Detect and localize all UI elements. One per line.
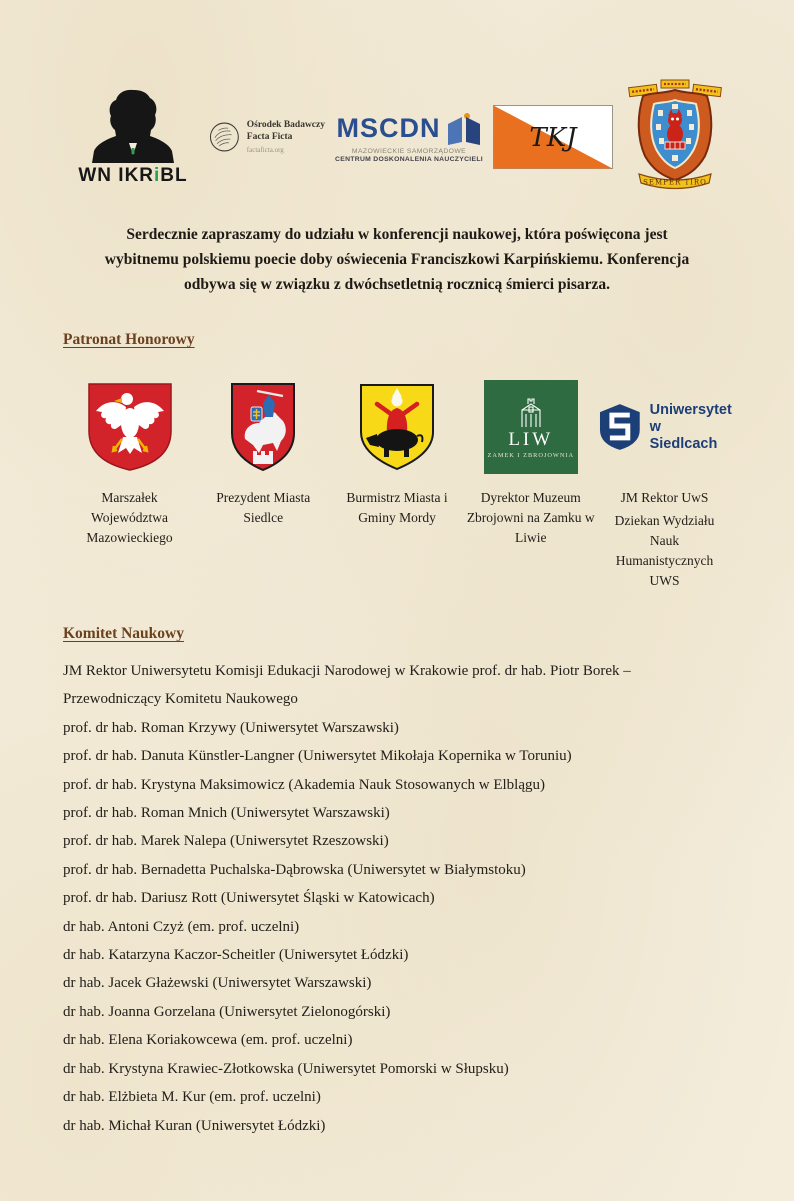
- semper-tiro-motto: SEMPER TIRO: [643, 178, 707, 187]
- committee-member: dr hab. Jacek Głażewski (Uniwersytet Warszawski): [63, 975, 372, 992]
- committee-member: dr hab. Krystyna Krawiec-Złotkowska (Uniwersytet Pomorski w Słupsku): [63, 1060, 509, 1077]
- mazowsze-crest-icon: [86, 381, 174, 473]
- facta-ficta-url: factaficta.org: [246, 146, 284, 154]
- heading-komitet-naukowy: Komitet Naukowy: [63, 625, 184, 642]
- wn-mark-part1: WN IKR: [78, 165, 155, 186]
- wn-ikribl-wordmark: [78, 165, 187, 187]
- patron-crests-row: [63, 380, 731, 591]
- wn-mark-part2: BL: [160, 165, 188, 186]
- invitation-paragraph: Serdecznie zapraszamy do udziału w konferencji naukowej, która poświęcona jest wybitnemu polskiemu poecie doby oświecenia Franciszkowi Karpińskiemu. Konferencja odbywa się w związku z dwóchsetletnią rocznicą śmierci pisarza.: [104, 226, 690, 293]
- patron-mazowsze: [63, 380, 196, 591]
- patron-caption-line: Burmistrz Miasta i Gminy Mordy: [346, 490, 448, 525]
- committee-chairman: JM Rektor Uniwersytetu Komisji Edukacji Narodowej w Krakowie prof. dr hab. Piotr Borek – Przewodniczący Komitetu Naukowego: [63, 663, 631, 708]
- uws-line1: Uniwersytet: [649, 401, 732, 418]
- patron-caption-line: Prezydent Miasta Siedlce: [216, 490, 311, 525]
- patron-caption: [464, 488, 597, 551]
- mscdn-acronym: MSCDN: [336, 112, 441, 143]
- committee-members: [63, 714, 731, 1140]
- mscdn-top: [337, 112, 482, 146]
- mordy-crest-box: [358, 380, 436, 474]
- committee-list: [63, 657, 731, 1140]
- poet-silhouette-icon: [87, 87, 179, 163]
- mazowsze-crest-box: [86, 380, 174, 474]
- mordy-crest-icon: [358, 382, 436, 472]
- uws-logo: [597, 402, 732, 453]
- liw-subtitle: ZAMEK I ZBROJOWNIA: [487, 451, 575, 459]
- committee-member: prof. dr hab. Danuta Künstler-Langner (Uniwersytet Mikołaja Kopernika w Toruniu): [63, 748, 572, 765]
- patron-caption-line: Dyrektor Muzeum Zbrojowni na Zamku w Liwie: [466, 490, 595, 545]
- committee-member: dr hab. Elżbieta M. Kur (em. prof. uczelni): [63, 1089, 321, 1106]
- tkj-flag-icon: [493, 105, 613, 169]
- uws-line2: w Siedlcach: [649, 418, 718, 452]
- committee-member: dr hab. Joanna Gorzelana (Uniwersytet Zielonogórski): [63, 1003, 391, 1020]
- siedlce-crest-box: [229, 380, 297, 474]
- wn-mark-accent: i: [154, 165, 161, 186]
- patron-caption: [63, 488, 196, 551]
- patron-liw: [464, 380, 597, 591]
- liw-castle-icon: [516, 396, 546, 428]
- committee-member: prof. dr hab. Dariusz Rott (Uniwersytet Śląski w Katowicach): [63, 890, 435, 907]
- tkj-label: TKJ: [529, 123, 577, 153]
- logo-wn-ikribl: [71, 87, 195, 187]
- patron-uws: [598, 380, 731, 591]
- committee-member: prof. dr hab. Bernadetta Puchalska-Dąbrowska (Uniwersytet w Białymstoku): [63, 861, 526, 878]
- siedlce-crest-icon: [229, 381, 297, 473]
- liw-crest-box: [484, 380, 578, 474]
- logo-mscdn: [335, 112, 483, 163]
- facta-ficta-line1: Ośrodek Badawczy: [246, 120, 325, 130]
- patron-caption: [331, 488, 464, 531]
- patron-caption: [598, 488, 731, 591]
- patron-mordy: [331, 380, 464, 591]
- conference-invitation-page: [0, 78, 794, 1201]
- uws-crest-box: [597, 380, 732, 474]
- committee-member: dr hab. Elena Koriakowcewa (em. prof. uczelni): [63, 1032, 353, 1049]
- mscdn-subtitle-1: MAZOWIECKIE SAMORZĄDOWE: [351, 147, 467, 155]
- patron-caption-line: Marszałek Województwa Mazowieckiego: [86, 490, 173, 545]
- mscdn-subtitle-2: CENTRUM DOSKONALENIA NAUCZYCIELI: [335, 155, 483, 163]
- committee-member: dr hab. Michał Kuran (Uniwersytet Łódzki): [63, 1117, 326, 1134]
- liw-title: LIW: [508, 428, 554, 450]
- partner-logos-row: [63, 78, 731, 196]
- patron-caption: [197, 488, 330, 531]
- facta-ficta-text: [247, 120, 325, 154]
- uws-wordmark: [650, 402, 733, 453]
- facta-ficta-line2: Facta Ficta: [246, 131, 293, 142]
- facta-ficta-seal-icon: [209, 116, 240, 158]
- committee-member: dr hab. Katarzyna Kaczor-Scheitler (Uniwersytet Łódzki): [63, 947, 409, 964]
- uws-shield-icon: [597, 402, 643, 452]
- logo-drohobych-crest: [627, 78, 723, 196]
- committee-member: dr hab. Antoni Czyż (em. prof. uczelni): [63, 918, 300, 935]
- logo-tkj: [493, 105, 613, 169]
- liw-logo: [484, 380, 578, 474]
- heading-patronat-honorowy: Patronat Honorowy: [63, 331, 195, 348]
- patron-siedlce: [197, 380, 330, 591]
- committee-member: prof. dr hab. Roman Krzywy (Uniwersytet Warszawski): [63, 719, 399, 736]
- logo-facta-ficta: [209, 116, 325, 158]
- committee-member: prof. dr hab. Roman Mnich (Uniwersytet Warszawski): [63, 805, 390, 822]
- drohobych-crest-icon: [627, 78, 723, 196]
- patron-caption-line2: Dziekan Wydziału Nauk Humanistycznych UWS: [614, 513, 715, 588]
- committee-member: prof. dr hab. Marek Nalepa (Uniwersytet Rzeszowski): [63, 833, 389, 850]
- patron-caption-line: JM Rektor UwS: [620, 490, 709, 505]
- mscdn-book-icon: [446, 112, 482, 146]
- committee-member: prof. dr hab. Krystyna Maksimowicz (Akademia Nauk Stosowanych w Elblągu): [63, 776, 545, 793]
